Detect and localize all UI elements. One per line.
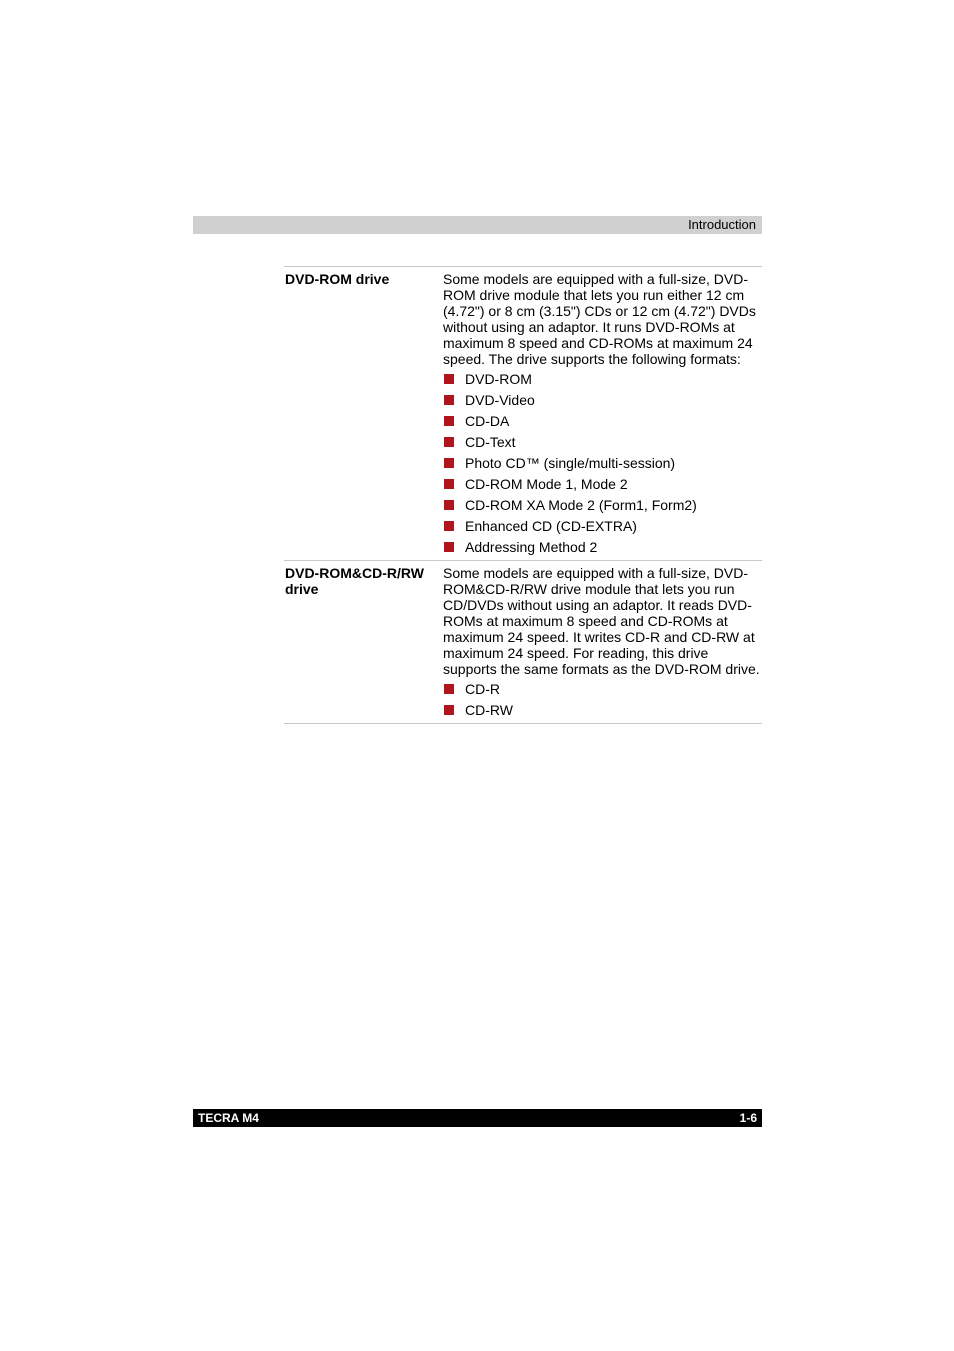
square-bullet-icon: [444, 521, 454, 531]
square-bullet-icon: [444, 458, 454, 468]
square-bullet-icon: [444, 479, 454, 489]
list-item: DVD-Video: [443, 392, 761, 408]
spec-row-dvd-rom-cd-rw: [284, 561, 762, 724]
list-item: Addressing Method 2: [443, 539, 761, 555]
spec-term: DVD-ROM&CD-R/RW drive: [285, 565, 424, 597]
list-item: DVD-ROM: [443, 371, 761, 387]
list-item: Enhanced CD (CD-EXTRA): [443, 518, 761, 534]
list-item: CD-ROM Mode 1, Mode 2: [443, 476, 761, 492]
square-bullet-icon: [444, 500, 454, 510]
format-list: [443, 371, 761, 555]
spec-description-text: Some models are equipped with a full-size, DVD-ROM&CD-R/RW drive module that lets you run CD/DVDs without using an adaptor. It reads DVD-ROMs at maximum 8 speed and CD-ROMs at maximum 24 speed. It writes CD-R and CD-RW at maximum 24 speed. For reading, this drive supports the same formats as the DVD-ROM drive.: [443, 565, 760, 677]
spec-table: [284, 266, 762, 724]
section-title: Introduction: [688, 217, 756, 232]
page-header: [193, 216, 762, 234]
square-bullet-icon: [444, 684, 454, 694]
spec-description: [443, 565, 761, 718]
list-item: CD-R: [443, 681, 761, 697]
spec-row-dvd-rom: [284, 267, 762, 561]
square-bullet-icon: [444, 437, 454, 447]
list-item: Photo CD™ (single/multi-session): [443, 455, 761, 471]
square-bullet-icon: [444, 705, 454, 715]
square-bullet-icon: [444, 416, 454, 426]
format-list: [443, 681, 761, 718]
list-item: CD-Text: [443, 434, 761, 450]
list-item: CD-RW: [443, 702, 761, 718]
page-footer: [193, 1109, 762, 1127]
page-number: 1-6: [739, 1111, 757, 1125]
list-item: CD-ROM XA Mode 2 (Form1, Form2): [443, 497, 761, 513]
list-item: CD-DA: [443, 413, 761, 429]
spec-description: [443, 271, 761, 555]
square-bullet-icon: [444, 374, 454, 384]
square-bullet-icon: [444, 395, 454, 405]
spec-description-text: Some models are equipped with a full-size, DVD-ROM drive module that lets you run either 12 cm (4.72") or 8 cm (3.15") CDs or 12 cm (4.72") DVDs without using an adaptor. It runs DVD-ROMs at maximum 8 speed and CD-ROMs at maximum 24 speed. The drive supports the following formats:: [443, 271, 756, 367]
model-name: TECRA M4: [198, 1111, 259, 1125]
square-bullet-icon: [444, 542, 454, 552]
spec-term: DVD-ROM drive: [285, 271, 390, 287]
